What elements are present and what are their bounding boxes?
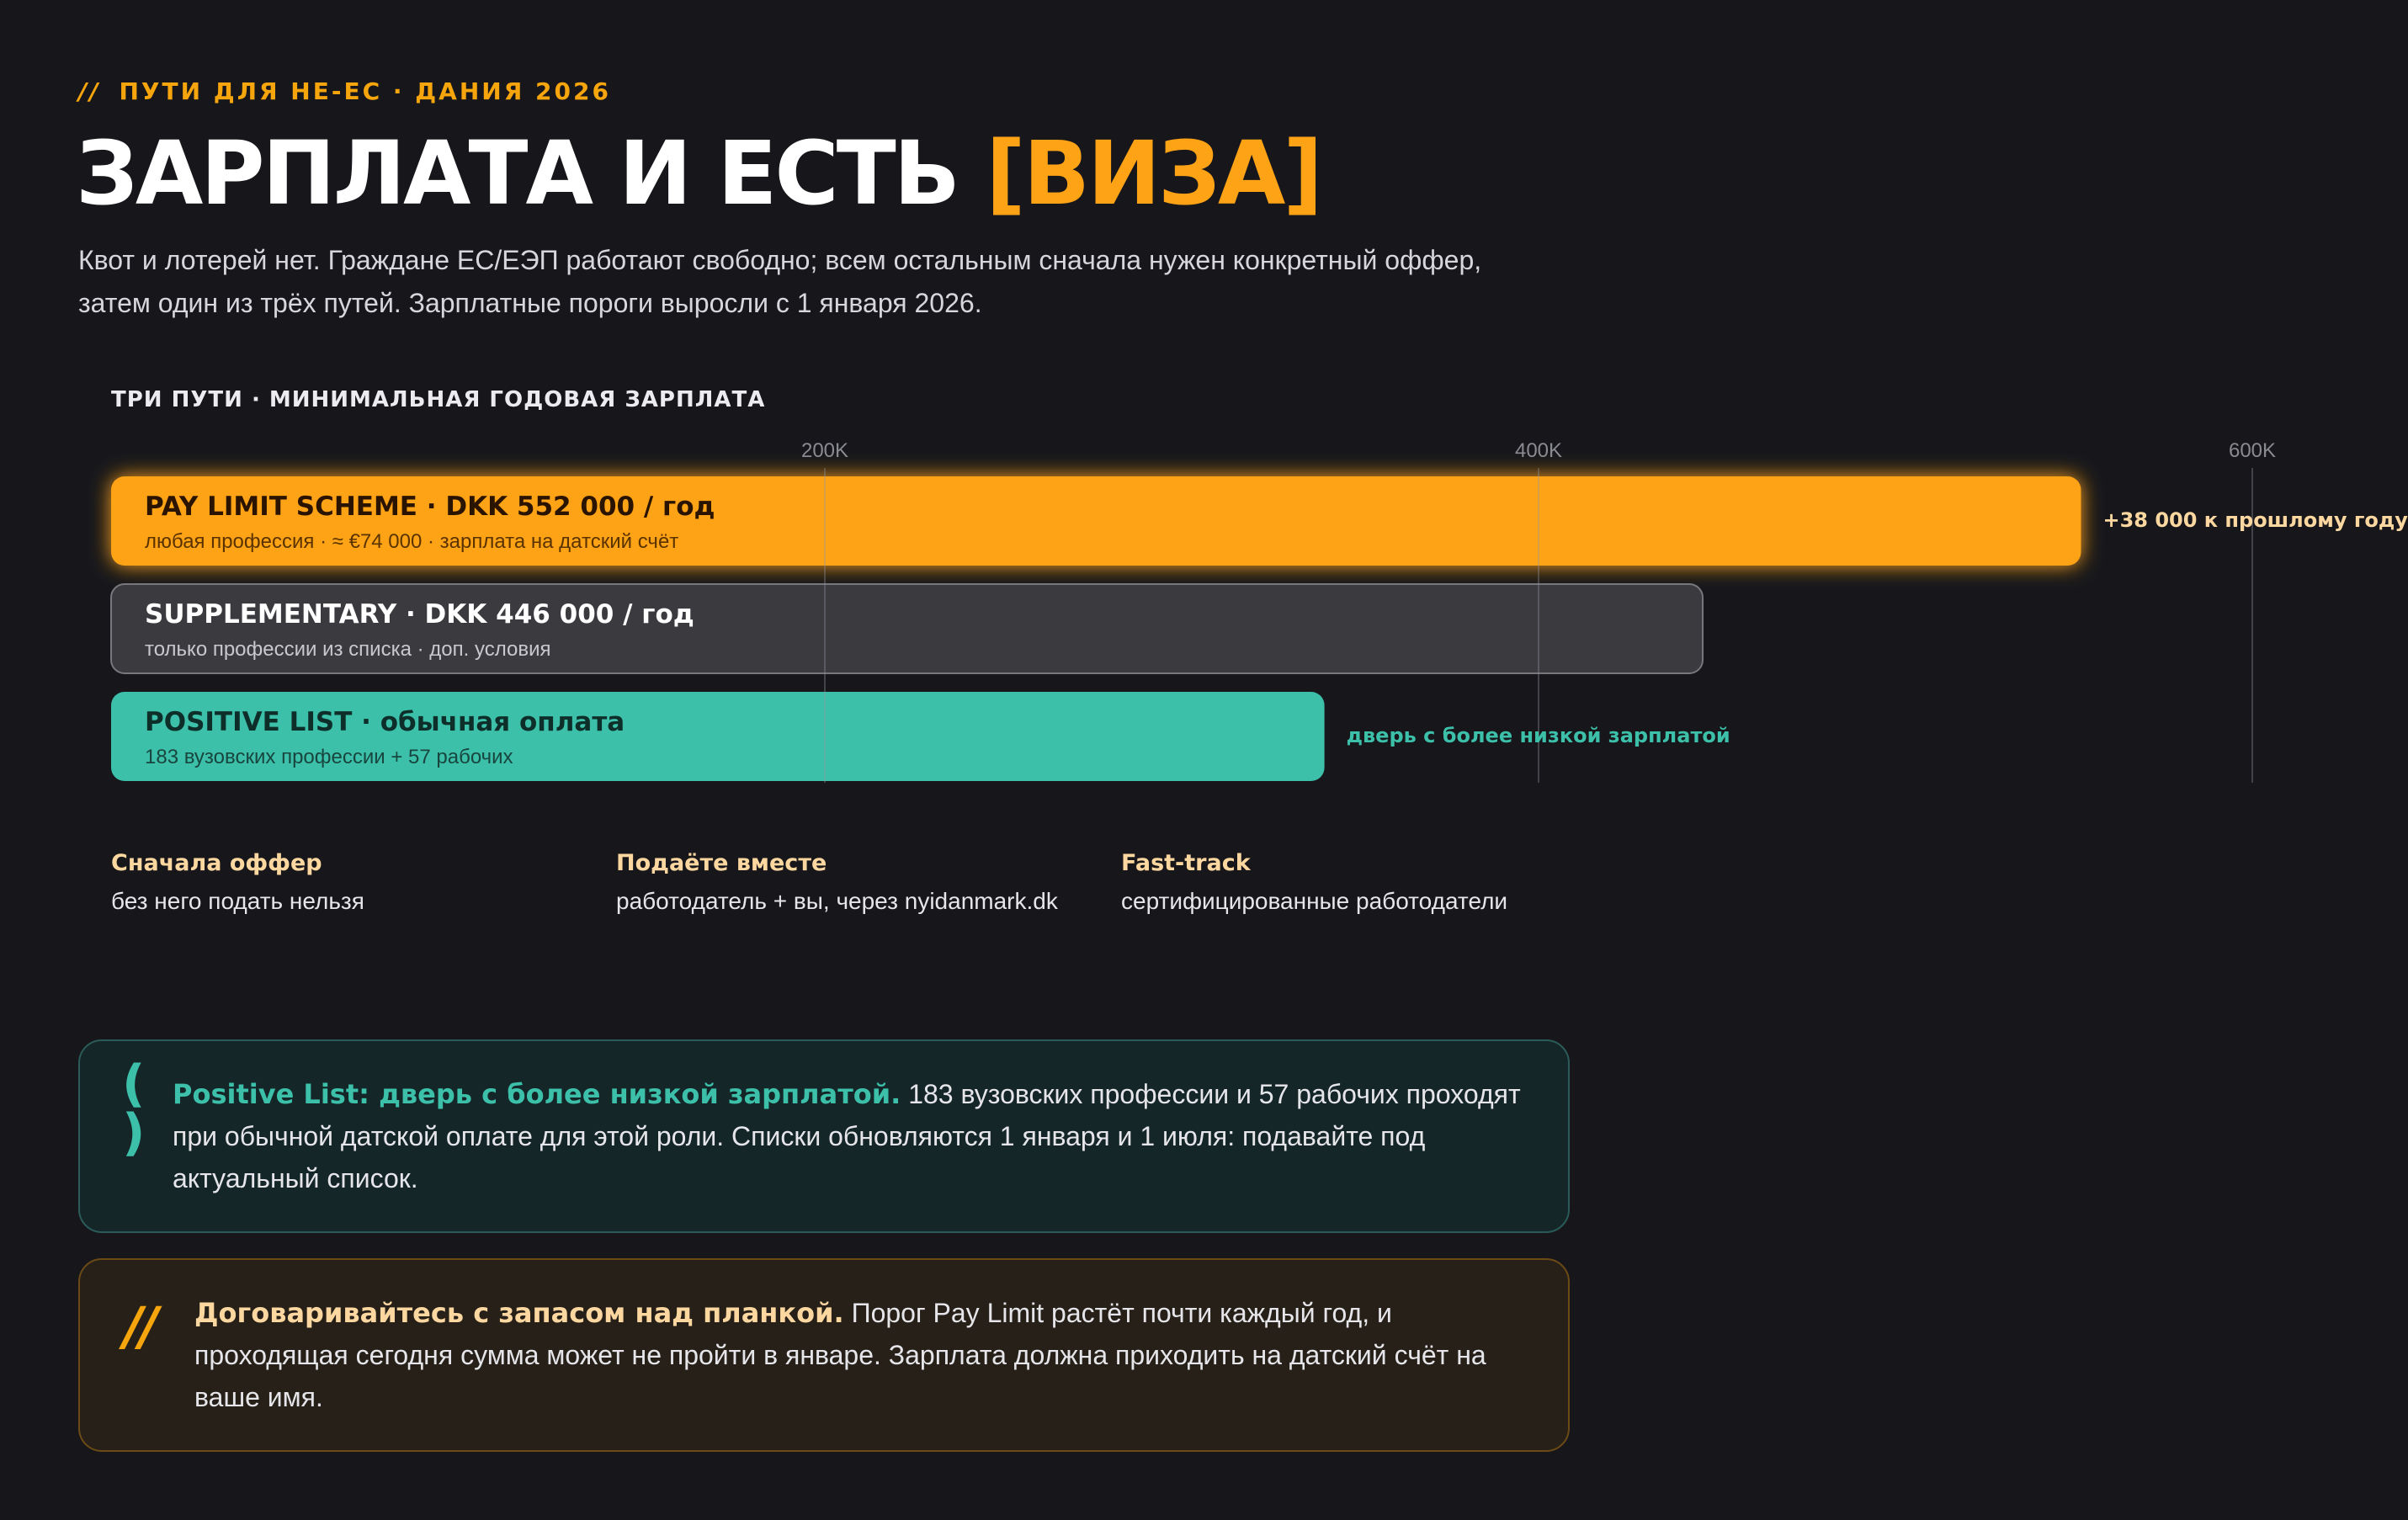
- step-text: работодатель + вы, через nyidanmark.dk: [616, 888, 1058, 914]
- bar-label: POSITIVE LIST · обычная оплата: [145, 707, 625, 737]
- negotiate-callout: [78, 1258, 1570, 1452]
- callout-text: [194, 1292, 1541, 1418]
- step-title: Подаёте вместе: [616, 850, 827, 876]
- eyebrow-text: ПУТИ ДЛЯ НЕ-ЕС · ДАНИЯ 2026: [119, 77, 611, 105]
- bar-sublabel: любая профессия · ≈ €74 000 · зарплата на датский счёт: [145, 530, 679, 553]
- tick-label: 400K: [1514, 439, 1563, 462]
- step-text: без него подать нельзя: [111, 888, 364, 914]
- bar-sublabel: только профессии из списка · доп. условия: [145, 638, 551, 661]
- callout-body: 183 вузовских профессии и 57 рабочих проходят при обычной датской оплате для этой роли. Списки обновляются 1 января и 1 июля: подавайте под актуальный список.: [173, 1079, 1521, 1193]
- eyebrow-slashes: //: [78, 77, 101, 105]
- step-apply-together: [616, 850, 1058, 915]
- chart-title: ТРИ ПУТИ · МИНИМАЛЬНАЯ ГОДОВАЯ ЗАРПЛАТА: [111, 387, 766, 412]
- lead-paragraph: Квот и лотерей нет. Граждане ЕС/ЕЭП работают свободно; всем остальным сначала нужен конкретный оффер, затем один из трёх путей. Зарплатные пороги выросли с 1 января 2026.: [78, 245, 1482, 318]
- callout-text: [173, 1073, 1536, 1199]
- bar-sublabel: 183 вузовских профессии + 57 рабочих: [145, 746, 513, 768]
- bar-note: дверь с более низкой зарплатой: [1346, 724, 1730, 747]
- bar-note: +38 000 к прошлому году: [2102, 508, 2408, 532]
- bar-label: PAY LIMIT SCHEME · DKK 552 000 / год: [145, 492, 715, 522]
- callout-body: Порог Pay Limit растёт почти каждый год, и проходящая сегодня сумма может не пройти в январе. Зарплата должна приходить на датский счёт на ваше имя.: [194, 1298, 1486, 1412]
- step-fast-track: [1121, 850, 1507, 915]
- tick-label: 600K: [2228, 439, 2277, 462]
- bar-label: SUPPLEMENTARY · DKK 446 000 / год: [145, 599, 694, 630]
- paren-close: ): [122, 1103, 146, 1162]
- callout-lead-in: Договаривайтесь с запасом над планкой.: [194, 1297, 844, 1329]
- title-accent: [ВИЗА]: [986, 122, 1321, 225]
- title-main: ЗАРПЛАТА И ЕСТЬ: [76, 122, 986, 225]
- step-title: Fast-track: [1121, 850, 1251, 876]
- step-offer: [111, 850, 364, 915]
- step-text: сертифицированные работодатели: [1121, 888, 1508, 914]
- positive-list-callout: [78, 1039, 1570, 1233]
- paren-open: (: [122, 1055, 146, 1113]
- slashes-icon: //: [124, 1295, 156, 1357]
- tick-label: 200K: [800, 439, 849, 462]
- callout-lead-in: Positive List: дверь с более низкой зарплатой.: [173, 1078, 901, 1110]
- step-title: Сначала оффер: [111, 850, 322, 876]
- parenthesis-icon: [122, 1055, 146, 1162]
